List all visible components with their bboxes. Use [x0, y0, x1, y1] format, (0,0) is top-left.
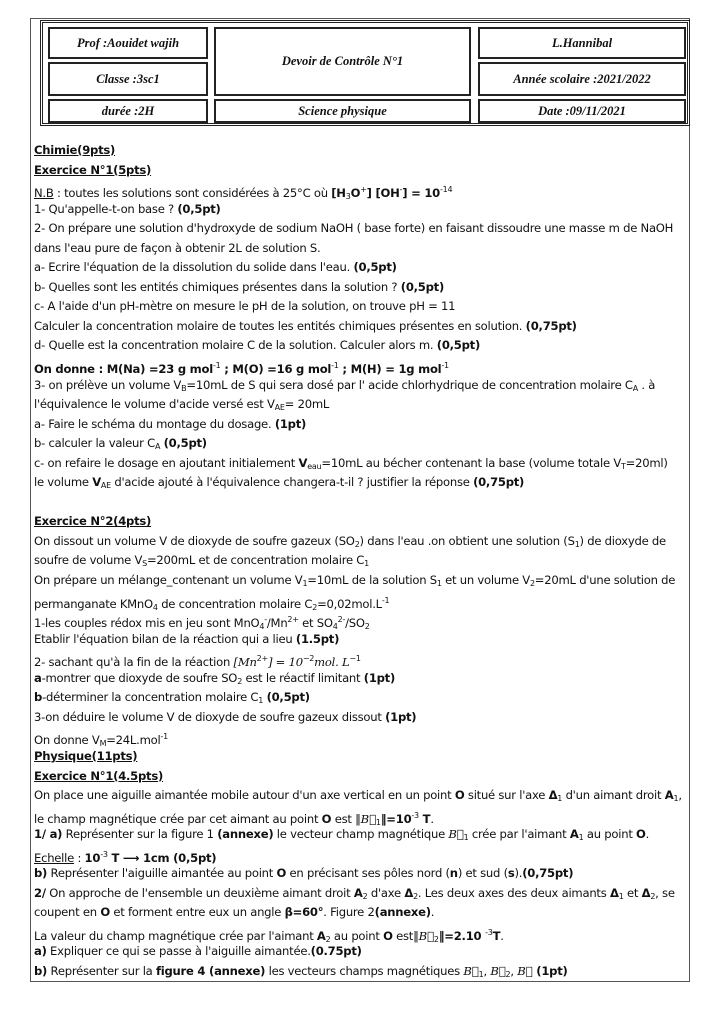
text-segment: -1 — [381, 595, 390, 605]
text-segment: Δ — [404, 885, 414, 900]
text-segment: -1 — [160, 732, 168, 742]
text-line — [34, 962, 684, 982]
text-segment: -14 — [439, 185, 453, 195]
text-line — [34, 297, 684, 317]
text-segment: 4 — [152, 602, 158, 612]
text-line — [34, 747, 684, 767]
text-line — [34, 239, 684, 259]
text-segment: 4 — [332, 622, 338, 632]
text-line — [34, 219, 684, 239]
text-segment: Représenter sur la — [47, 963, 156, 978]
title-cell: Devoir de Contrôle N°1 — [214, 27, 471, 96]
text-segment: 2 — [413, 891, 418, 901]
text-segment: (annexe) — [217, 827, 274, 842]
text-segment: AE — [100, 481, 111, 491]
text-line — [34, 806, 684, 826]
text-segment: (1pt) — [532, 963, 568, 978]
text-segment: . — [645, 827, 650, 842]
text-segment: mol. L — [314, 655, 350, 670]
text-segment: M — [99, 739, 107, 749]
text-segment: 1 — [578, 833, 584, 843]
text-segment: n — [449, 866, 458, 881]
text-segment: , — [510, 963, 518, 978]
text-segment: ; M(H) = 1g mol — [338, 362, 442, 377]
text-segment: On donne V — [34, 733, 100, 748]
text-segment: , — [678, 788, 682, 803]
text-line — [34, 395, 684, 415]
text-segment: 2- sachant qu'à la fin de la réaction — [34, 655, 234, 670]
text-segment: : toutes les solutions sont considérées à 25°C où — [53, 186, 332, 201]
text-segment: 1 — [618, 891, 624, 901]
text-segment: 1-les couples rédox mis en jeu sont MnO — [34, 616, 260, 631]
text-segment: 1 — [364, 559, 369, 569]
text-segment: On prépare un mélange_contenant un volume V — [34, 573, 303, 588]
text-line — [34, 591, 684, 611]
text-line — [34, 161, 684, 181]
text-segment: -3 — [411, 810, 419, 820]
text-segment: 1 — [574, 539, 580, 549]
text-segment: l'équivalence le volume d'acide versé est V — [34, 397, 275, 412]
text-segment: Chimie(9pts) — [34, 143, 116, 157]
text-segment: ) dans l'eau .on obtient une solution (S — [359, 533, 575, 548]
text-segment: ). — [514, 866, 523, 881]
text-segment: 10 — [84, 850, 101, 865]
text-segment: d- Quelle est la concentration molaire C de la solution. Calculer alors m. — [34, 338, 437, 353]
text-segment: d'acide ajouté à l'équivalence changera-t-il ? justifier la réponse — [110, 475, 474, 490]
text-segment: (1pt) — [274, 416, 307, 431]
text-segment: -1 — [331, 361, 339, 371]
text-segment: [H — [331, 186, 346, 201]
text-segment: -1 — [212, 361, 221, 371]
text-segment: O — [100, 905, 110, 920]
text-segment: A — [632, 383, 638, 393]
text-segment: . — [430, 905, 435, 920]
text-segment: =10mL de S qui sera dosé par l' acide chlorhydrique de concentration molaire C — [186, 377, 633, 392]
text-segment: On approche de l'ensemble un deuxième aimant droit — [45, 885, 354, 900]
text-segment: N.B — [34, 186, 54, 201]
text-segment: crée par l'aimant — [468, 827, 570, 842]
text-segment: B⃗ — [490, 963, 506, 978]
text-segment: de concentration molaire C — [157, 596, 313, 611]
text-segment: V — [92, 475, 101, 490]
text-segment: La valeur du champ magnétique crée par l'aimant — [34, 928, 317, 943]
text-segment: -1 — [441, 361, 449, 371]
text-segment: 2 — [312, 602, 318, 612]
text-segment: (1pt) — [385, 709, 417, 724]
text-line — [34, 786, 684, 806]
text-segment: 2- On prépare une solution d'hydroxyde de sodium NaOH ( base forte) en faisant dissoudre une masse m de NaOH — [34, 221, 674, 236]
text-segment: B⃗ — [360, 811, 376, 826]
text-segment: (0,75pt) — [525, 318, 577, 333]
text-segment: Exercice N°2(4pts) — [34, 514, 152, 529]
text-segment: 2 — [650, 891, 656, 901]
text-segment: 2+ — [256, 654, 268, 664]
text-segment: 2 — [354, 539, 360, 549]
text-segment: (1.5pt) — [295, 631, 340, 646]
text-segment: permanganate KMnO — [34, 596, 153, 611]
text-segment: + — [360, 185, 367, 195]
text-segment: =20mL d'une solution de — [534, 573, 676, 588]
text-segment: coupent en — [34, 905, 101, 920]
text-segment: On place une aiguille aimantée mobile autour d'un axe vertical en un point — [34, 788, 455, 803]
text-segment: Expliquer ce qui se passe à l'aiguille aimantée. — [46, 944, 311, 959]
text-segment: 1 — [478, 969, 484, 979]
text-segment: (1pt) — [363, 670, 396, 685]
text-segment: Δ — [641, 885, 651, 900]
text-segment: On dissout un volume V de dioxyde de soufre gazeux (SO — [34, 533, 355, 548]
text-segment: A — [316, 928, 326, 943]
text-segment: (0,75pt) — [473, 475, 525, 490]
text-line — [34, 942, 684, 962]
text-segment: B — [181, 383, 187, 393]
text-segment: 2- — [337, 615, 346, 625]
text-line — [34, 200, 684, 220]
text-line — [34, 649, 684, 669]
text-segment: le volume — [34, 475, 93, 490]
text-line — [34, 454, 684, 474]
text-segment: T — [621, 461, 626, 471]
text-line — [34, 845, 684, 865]
text-segment: -3 — [100, 849, 108, 859]
text-segment: et un volume V — [441, 573, 530, 588]
text-segment: Physique(11pts) — [34, 748, 138, 763]
text-segment: (0.75pt) — [310, 944, 362, 959]
text-segment: 2 — [362, 891, 368, 901]
text-segment: b) — [34, 866, 48, 881]
text-segment: au point — [583, 827, 637, 842]
text-segment: −2 — [302, 654, 315, 664]
text-segment: ] [OH — [366, 186, 400, 201]
text-segment: 2 — [529, 579, 535, 589]
text-segment: . Figure 2 — [323, 905, 375, 920]
text-segment: O — [321, 811, 332, 826]
text-segment: (0,5pt) — [436, 338, 481, 353]
text-segment: ‖=10 — [380, 811, 412, 826]
text-segment: ) de dioxyde de — [579, 533, 666, 548]
text-segment: 2/ — [34, 885, 46, 900]
text-segment: . — [430, 811, 434, 826]
text-segment: Exercice N°1(4.5pts) — [34, 768, 164, 783]
date-cell: Date :09/11/2021 — [478, 99, 686, 123]
text-line — [34, 434, 684, 454]
text-segment: β=60° — [284, 905, 324, 920]
text-segment: (0,5pt) — [177, 201, 221, 216]
text-segment: = 20mL — [284, 397, 330, 412]
class-cell: Classe :3sc1 — [48, 62, 208, 96]
text-segment: A — [353, 885, 363, 900]
text-segment: Echelle — [34, 850, 75, 865]
text-segment: est‖ — [392, 928, 419, 943]
text-segment: au point — [330, 928, 384, 943]
text-segment: 2 — [325, 934, 331, 944]
text-segment: eau — [307, 461, 322, 471]
text-segment: 3- on prélève un volume V — [34, 377, 182, 392]
text-segment: s — [507, 866, 515, 881]
text-segment: A — [664, 788, 674, 803]
text-segment: et — [623, 885, 642, 900]
text-line — [34, 688, 684, 708]
text-segment: le vecteur champ magnétique — [273, 827, 449, 842]
text-line — [34, 884, 684, 904]
text-segment: (0,5pt) — [163, 436, 207, 451]
duration-cell: durée :2H — [48, 99, 208, 123]
text-segment: =20ml) — [625, 455, 668, 470]
text-segment: , — [483, 963, 491, 978]
text-line — [34, 258, 684, 278]
text-segment: Représenter sur la figure 1 — [62, 827, 218, 842]
text-segment: B⃗ — [418, 928, 434, 943]
text-segment: c- on refaire le dosage en ajoutant initialement — [34, 455, 299, 470]
text-segment: /Mn — [266, 616, 288, 631]
text-segment: soufre de volume V — [34, 553, 143, 568]
text-segment: (0,75pt) — [522, 866, 574, 881]
text-segment: T — [418, 811, 431, 826]
text-segment: et forment entre eux un angle — [109, 905, 285, 920]
text-segment: 2 — [433, 934, 439, 944]
text-segment: Δ — [548, 788, 558, 803]
text-line — [34, 336, 684, 356]
text-segment: a — [34, 670, 42, 685]
text-segment: 2 — [364, 622, 370, 632]
text-segment: a- Ecrire l'équation de la dissolution du solide dans l'eau. — [34, 260, 354, 275]
text-segment: 2 — [505, 969, 511, 979]
text-line — [34, 141, 684, 161]
text-line — [34, 923, 684, 943]
text-segment: c- A l'aide d'un pH-mètre on mesure le pH de la solution, on trouve pH = 11 — [34, 299, 456, 314]
text-segment: 3 — [345, 192, 351, 202]
school-cell: L.Hannibal — [478, 27, 686, 59]
text-line — [34, 571, 684, 591]
text-line — [34, 376, 684, 396]
text-segment: est ‖ — [331, 811, 361, 826]
text-line — [34, 825, 684, 845]
text-line — [34, 493, 684, 513]
text-segment: dans l'eau pure de façon à obtenir 2L de solution S. — [34, 240, 321, 255]
text-segment: - — [264, 615, 267, 625]
text-segment: (0,5pt) — [266, 690, 310, 705]
text-line — [34, 610, 684, 630]
text-line — [34, 180, 684, 200]
text-line — [34, 356, 684, 376]
text-segment: a) — [34, 944, 47, 959]
text-segment: O — [350, 186, 361, 201]
text-segment: ] = 10 — [267, 655, 303, 670]
text-segment: O — [383, 928, 393, 943]
text-line — [34, 317, 684, 337]
text-segment: - — [399, 185, 403, 195]
text-segment: =0,02mol.L — [317, 596, 382, 611]
text-segment: 1 — [673, 794, 679, 804]
text-segment: . Les deux axes des deux aimants — [417, 885, 610, 900]
text-segment: 2 — [237, 676, 243, 686]
text-segment: ] = 10 — [402, 186, 440, 201]
text-line — [34, 903, 684, 923]
text-segment: 1 — [375, 817, 381, 827]
text-segment: 4 — [259, 622, 265, 632]
text-segment: V — [298, 455, 308, 470]
text-line — [34, 630, 684, 650]
text-segment: 1 — [258, 696, 264, 706]
text-segment: Calculer la concentration molaire de toutes les entités chimiques présentes en solution. — [34, 318, 526, 333]
text-segment: =200mL et de concentration molaire C — [146, 553, 365, 568]
text-segment: Δ — [609, 885, 619, 900]
text-segment: 1 — [436, 579, 442, 589]
text-segment: les vecteurs champs magnétiques — [265, 963, 464, 978]
text-segment: (annexe) — [374, 905, 431, 920]
text-segment: . — [500, 928, 504, 943]
text-segment: est le réactif limitant — [242, 670, 364, 685]
text-segment: A — [569, 827, 579, 842]
text-line — [34, 727, 684, 747]
text-segment: 3-on déduire le volume V de dioxyde de soufre gazeux dissout — [34, 709, 386, 724]
text-segment: Exercice N°1(5pts) — [34, 162, 152, 177]
text-segment: b- calculer la valeur C — [34, 436, 155, 451]
text-segment: [Mn — [233, 655, 257, 670]
text-segment: -montrer que dioxyde de soufre SO — [41, 670, 238, 685]
text-segment: 1 — [557, 794, 563, 804]
text-segment: =10mL au bécher contenant la base (volume totale V — [321, 455, 622, 470]
text-segment: /SO — [345, 616, 365, 631]
text-segment: =24L.mol — [106, 733, 161, 748]
text-segment: b- Quelles sont les entités chimiques présentes dans la solution ? — [34, 279, 401, 294]
text-segment: Représenter l'aiguille aimantée au point — [47, 866, 277, 881]
header-table — [40, 20, 690, 126]
text-segment: 2+ — [287, 615, 299, 625]
text-line — [34, 278, 684, 298]
text-segment: B⃗ — [448, 827, 464, 842]
text-segment: d'axe — [367, 885, 405, 900]
subject-cell: Science physique — [214, 99, 471, 123]
text-line — [34, 512, 684, 532]
text-segment: O — [636, 827, 646, 842]
text-segment: O — [276, 866, 287, 881]
text-line — [34, 551, 684, 571]
text-segment: B⃗ — [517, 963, 533, 978]
text-line — [34, 532, 684, 552]
text-segment: a- Faire le schéma du montage du dosage. — [34, 416, 275, 431]
text-segment: 1/ a) — [34, 827, 63, 842]
text-line — [34, 415, 684, 435]
text-segment: 1 — [463, 833, 469, 843]
text-line — [34, 767, 684, 787]
exam-body — [34, 141, 684, 982]
text-segment: ; M(O) =16 g mol — [220, 362, 332, 377]
text-segment: (0,5pt) — [400, 279, 445, 294]
text-segment: : — [74, 850, 85, 865]
text-segment: 1- Qu'appelle-t-on base ? — [34, 201, 178, 216]
text-segment: Etablir l'équation bilan de la réaction qui a lieu — [34, 631, 296, 646]
text-segment: le champ magnétique crée par cet aimant au point — [34, 811, 322, 826]
text-segment: AE — [274, 403, 285, 413]
text-segment: b — [34, 690, 43, 705]
prof-cell: Prof :Aouidet wajih — [48, 27, 208, 59]
text-segment: figure 4 (annexe) — [155, 963, 266, 978]
text-segment: =10mL de la solution S — [307, 573, 437, 588]
text-segment: b) — [34, 963, 48, 978]
text-segment: T ⟶ 1cm (0,5pt) — [107, 850, 217, 865]
text-segment: T — [492, 928, 501, 943]
text-segment: A — [154, 442, 161, 452]
text-segment: On donne : M(Na) =23 g mol — [34, 362, 213, 377]
text-segment: en précisant ses pôles nord ( — [286, 866, 450, 881]
text-segment: -déterminer la concentration molaire C — [42, 690, 259, 705]
text-segment: , se — [655, 885, 675, 900]
text-segment: -3 — [485, 927, 493, 937]
text-segment: B⃗ — [463, 963, 479, 978]
text-line — [34, 864, 684, 884]
text-segment: situé sur l'axe — [464, 788, 549, 803]
text-segment: −1 — [349, 654, 361, 664]
text-line — [34, 473, 684, 493]
text-line — [34, 669, 684, 689]
text-segment: ) et sud ( — [457, 866, 508, 881]
text-segment: (0,5pt) — [353, 260, 397, 275]
text-segment: S — [142, 559, 147, 569]
text-segment: ‖=2.10 — [438, 928, 486, 943]
text-segment: d'un aimant droit — [562, 788, 665, 803]
text-segment: . à — [637, 377, 656, 392]
year-cell: Année scolaire :2021/2022 — [478, 62, 686, 96]
text-segment: O — [454, 788, 465, 803]
text-line — [34, 708, 684, 728]
text-segment: et SO — [298, 616, 333, 631]
text-segment: 1 — [302, 579, 308, 589]
